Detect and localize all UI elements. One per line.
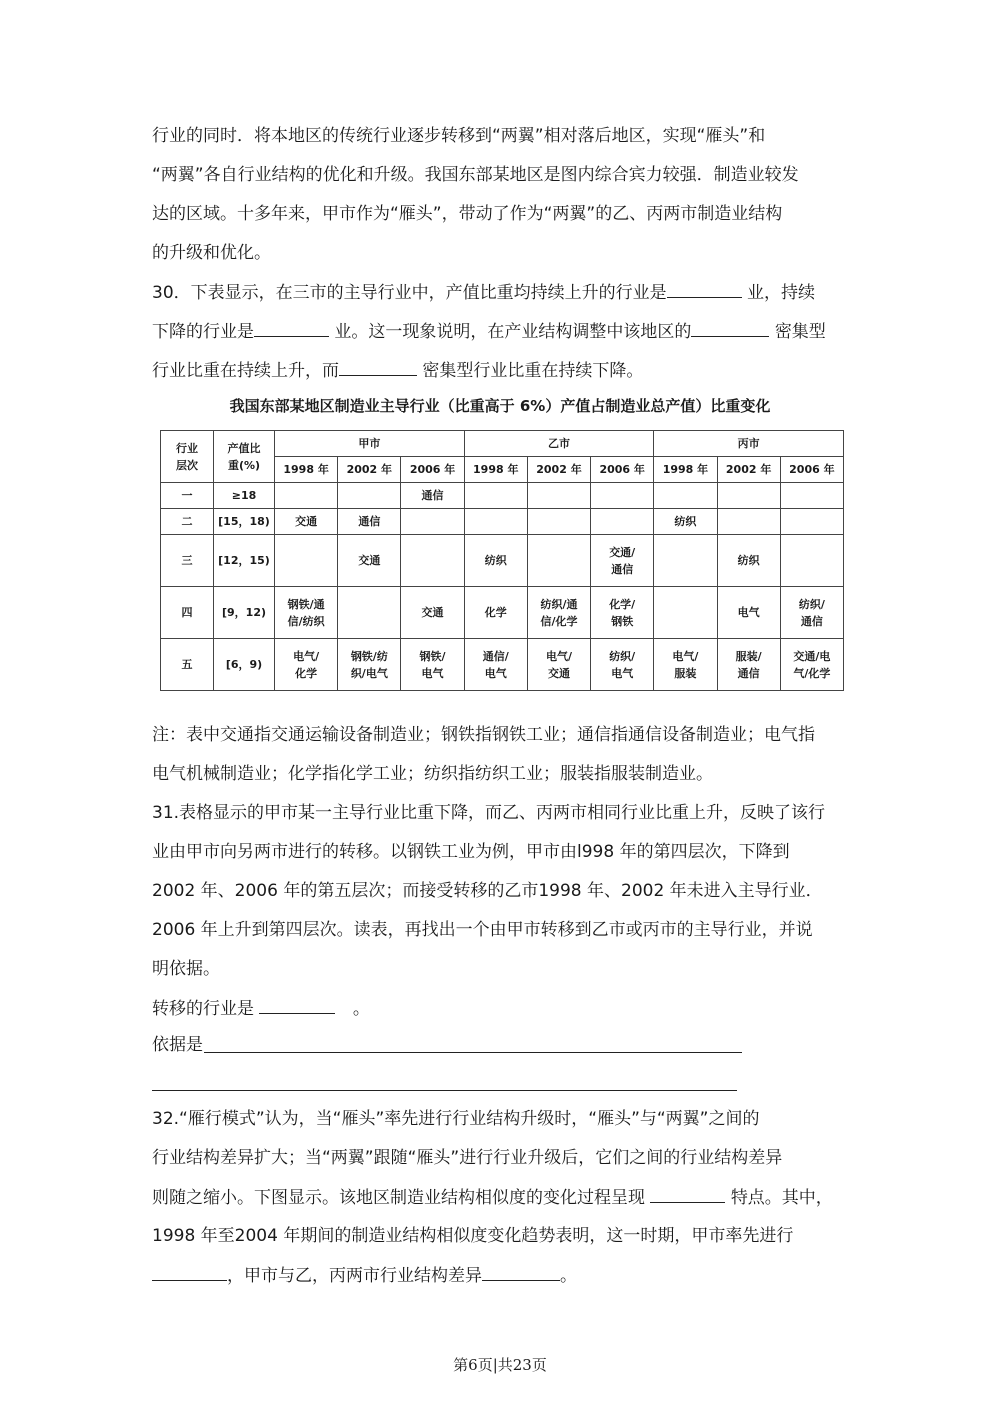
q31-basis-blank-2[interactable] xyxy=(152,1090,737,1091)
header-level-line-1: 行业 xyxy=(176,441,198,455)
table-cell xyxy=(654,587,717,639)
table-cell-line: 织/电气 xyxy=(350,666,388,680)
header-level xyxy=(161,431,214,483)
table-cell-line: 纺织/ xyxy=(609,649,636,663)
q31-answer-end: 。 xyxy=(352,999,370,1019)
q30-blank-4[interactable] xyxy=(339,359,417,376)
row-range: [9，12) xyxy=(214,587,275,639)
q30-text-2b: 业。这一现象说明，在产业结构调整中该地区的 xyxy=(334,322,692,342)
row-range: [6，9) xyxy=(214,639,275,691)
q30-blank-2[interactable] xyxy=(254,320,329,337)
q30-line-3 xyxy=(152,359,643,382)
header-ratio-line-2: 重(%) xyxy=(227,458,261,472)
q31-line-3: 2002 年、2006 年的第五层次；而接受转移的乙市1998 年、2002 年未进入主导行业． xyxy=(152,881,823,901)
q31-line-1: 31.表格显示的甲市某一主导行业比重下降，而乙、丙两市相同行业比重上升，反映了该行 xyxy=(152,803,826,823)
table-cell xyxy=(717,509,780,535)
year-header: 2006 年 xyxy=(591,457,654,483)
industry-table xyxy=(160,430,844,691)
table-cell xyxy=(654,483,717,509)
header-ratio xyxy=(214,431,275,483)
table-cell xyxy=(338,483,401,509)
q31-answer-industry-label: 转移的行业是 xyxy=(152,999,254,1019)
year-header: 2002 年 xyxy=(338,457,401,483)
q30-line-2 xyxy=(152,320,826,343)
year-header: 2002 年 xyxy=(717,457,780,483)
table-cell-line: 信/化学 xyxy=(540,614,578,628)
year-header: 1998 年 xyxy=(275,457,338,483)
q30-text-1a: 30．下表显示，在三市的主导行业中，产值比重均持续上升的行业是 xyxy=(152,283,667,303)
q32-blank-3[interactable] xyxy=(482,1264,560,1281)
header-city-jia: 甲市 xyxy=(275,431,465,457)
table-cell xyxy=(591,509,654,535)
table-cell xyxy=(275,509,338,535)
q30-line-1 xyxy=(152,281,815,304)
table-cell-line: 化学 xyxy=(484,606,507,619)
table-cell-line: 电气/ xyxy=(545,649,572,663)
table-cell xyxy=(401,535,464,587)
table-row xyxy=(161,639,844,691)
table-cell-line: 交通 xyxy=(547,666,570,680)
table-cell xyxy=(527,483,590,509)
table-cell-line: 电气/ xyxy=(293,649,320,663)
q30-text-3b: 密集型行业比重在持续下降。 xyxy=(422,361,644,381)
table-cell-line: 交通/电 xyxy=(793,649,831,663)
table-cell-line: 纺织/ xyxy=(798,597,825,611)
q32-text-3a: 则随之缩小。下图显示。该地区制造业结构相似度的变化过程呈现 xyxy=(152,1188,645,1208)
table-cell xyxy=(717,483,780,509)
q32-text-5b: 。 xyxy=(560,1266,577,1286)
table-cell xyxy=(464,483,527,509)
table-cell-line: 交通 xyxy=(295,515,318,528)
table-cell xyxy=(338,535,401,587)
table-cell-line: 气/化学 xyxy=(793,666,831,680)
table-cell xyxy=(527,535,590,587)
table-cell-line: 钢铁 xyxy=(611,614,634,628)
table-cell-line: 钢铁/纺 xyxy=(350,649,388,663)
table-cell-line: 纺织 xyxy=(674,515,697,528)
table-cell xyxy=(717,639,780,691)
table-cell xyxy=(717,587,780,639)
table-title: 我国东部某地区制造业主导行业（比重高于 6%）产值占制造业总产值）比重变化 xyxy=(229,397,771,415)
intro-line-1: 行业的同时．将本地区的传统行业逐步转移到“两翼”相对落后地区，实现“雁头”和 xyxy=(152,126,766,146)
header-level-line-2: 层次 xyxy=(176,458,198,472)
row-level: 四 xyxy=(161,587,214,639)
table-cell xyxy=(591,535,654,587)
q30-text-2a: 下降的行业是 xyxy=(152,322,254,342)
q32-text-3b: 特点。其中， xyxy=(730,1188,833,1208)
row-level: 五 xyxy=(161,639,214,691)
intro-line-2: “两翼”各自行业结构的优化和升级。我国东部某地区是图内综合宾力较强．制造业较发 xyxy=(152,165,799,185)
table-cell-line: 通信 xyxy=(800,614,823,628)
q30-text-1b: 业，持续 xyxy=(747,283,816,303)
table-cell-line: 电气/ xyxy=(672,649,699,663)
table-cell xyxy=(527,509,590,535)
table-cell xyxy=(527,587,590,639)
table-cell-line: 电气 xyxy=(611,666,634,680)
year-header: 1998 年 xyxy=(464,457,527,483)
row-level: 三 xyxy=(161,535,214,587)
intro-line-3: 达的区域。十多年来，甲市作为“雁头”，带动了作为“两翼”的乙、丙两市制造业结构 xyxy=(152,204,783,224)
table-cell-line: 交通/ xyxy=(609,545,636,559)
table-cell xyxy=(654,639,717,691)
intro-line-4: 的升级和优化。 xyxy=(152,243,271,263)
table-cell xyxy=(527,639,590,691)
q32-line-1: 32.“雁行模式”认为，当“雁头”率先进行行业结构升级时，“雁头”与“两翼”之间的 xyxy=(152,1109,760,1129)
table-cell xyxy=(275,535,338,587)
note-line-1: 注：表中交通指交通运输设备制造业；钢铁指钢铁工业；通信指通信设备制造业；电气指 xyxy=(152,725,815,745)
table-cell xyxy=(275,587,338,639)
q32-line-5 xyxy=(152,1264,577,1287)
table-cell-line: 交通 xyxy=(358,554,381,567)
row-level: 二 xyxy=(161,509,214,535)
row-range: [12，15) xyxy=(214,535,275,587)
table-cell-line: 通信 xyxy=(611,562,634,576)
q30-text-2c: 密集型 xyxy=(774,322,826,342)
table-row xyxy=(161,535,844,587)
q30-blank-3[interactable] xyxy=(691,320,769,337)
table-cell-line: 信/纺织 xyxy=(287,614,325,628)
table-cell xyxy=(591,483,654,509)
header-city-yi: 乙市 xyxy=(464,431,654,457)
table-cell xyxy=(780,509,843,535)
table-cell-line: 化学/ xyxy=(609,597,636,611)
table-cell xyxy=(654,509,717,535)
table-cell-line: 电气 xyxy=(421,666,444,680)
year-header: 2002 年 xyxy=(527,457,590,483)
table-cell xyxy=(654,535,717,587)
year-header: 2006 年 xyxy=(780,457,843,483)
table-cell xyxy=(338,509,401,535)
table-cell-line: 通信/ xyxy=(482,649,509,663)
q31-line-2: 业由甲市向另两市进行的转移。以钢铁工业为例，甲市由l998 年的第四层次，下降到 xyxy=(152,842,790,862)
q32-line-4: 1998 年至2004 年期间的制造业结构相似度变化趋势表明，这一时期，甲市率先进行 xyxy=(152,1226,794,1246)
q31-basis-blank-1[interactable] xyxy=(204,1052,742,1053)
table-cell xyxy=(780,587,843,639)
row-range: [15，18) xyxy=(214,509,275,535)
q31-line-4: 2006 年上升到第四层次。读表，再找出一个由甲市转移到乙市或丙市的主导行业，并说 xyxy=(152,920,813,940)
q32-line-3 xyxy=(152,1186,833,1209)
table-cell xyxy=(464,587,527,639)
q32-blank-2[interactable] xyxy=(152,1264,227,1281)
header-ratio-line-1: 产值比 xyxy=(227,441,261,455)
table-cell-line: 钢铁/通 xyxy=(287,597,325,611)
table-cell xyxy=(591,639,654,691)
q30-blank-1[interactable] xyxy=(667,281,742,298)
table-cell-line: 通信 xyxy=(737,666,760,680)
table-cell xyxy=(780,639,843,691)
table-cell-line: 纺织 xyxy=(737,554,760,567)
row-range: ≥18 xyxy=(214,483,275,509)
table-cell-line: 交通 xyxy=(421,606,444,619)
table-row xyxy=(161,483,844,509)
table-cell xyxy=(401,509,464,535)
table-body xyxy=(161,483,844,691)
table-row xyxy=(161,587,844,639)
year-header: 1998 年 xyxy=(654,457,717,483)
q31-line-5: 明依据。 xyxy=(152,959,220,979)
q30-text-3a: 行业比重在持续上升，而 xyxy=(152,361,339,381)
table-cell-line: 服装 xyxy=(674,666,697,680)
table-cell-line: 纺织 xyxy=(484,554,507,567)
table-cell xyxy=(591,587,654,639)
table-cell xyxy=(401,587,464,639)
q31-answer-industry xyxy=(152,997,370,1020)
header-city-bing: 丙市 xyxy=(654,431,844,457)
table-cell-line: 钢铁/ xyxy=(419,649,446,663)
table-cell xyxy=(401,639,464,691)
table-cell-line: 通信 xyxy=(421,489,444,502)
table-cell-line: 纺织/通 xyxy=(540,597,578,611)
table-cell xyxy=(338,587,401,639)
table-cell xyxy=(401,483,464,509)
row-level: 一 xyxy=(161,483,214,509)
table-cell xyxy=(464,535,527,587)
table-cell-line: 通信 xyxy=(358,515,381,528)
table-cell-line: 化学 xyxy=(295,666,318,680)
q31-answer-basis-label: 依据是 xyxy=(152,1035,203,1055)
note-line-2: 电气机械制造业；化学指化学工业；纺织指纺织工业；服装指服装制造业。 xyxy=(152,764,713,784)
q32-text-5a: ，甲市与乙，丙两市行业结构差异 xyxy=(227,1266,482,1286)
table-cell xyxy=(464,509,527,535)
year-header: 2006 年 xyxy=(401,457,464,483)
table-cell-line: 电气 xyxy=(484,666,507,680)
q31-answer-basis xyxy=(152,1034,203,1056)
q31-industry-blank[interactable] xyxy=(259,997,335,1014)
q32-line-2: 行业结构差异扩大；当“两翼”跟随“雁头”进行行业升级后，它们之间的行业结构差异 xyxy=(152,1148,783,1168)
table-cell-line: 服装/ xyxy=(735,649,762,663)
q32-blank-1[interactable] xyxy=(650,1186,725,1203)
table-cell xyxy=(275,639,338,691)
table-cell xyxy=(717,535,780,587)
table-cell-line: 电气 xyxy=(737,606,760,619)
table-cell xyxy=(275,483,338,509)
table-cell xyxy=(780,483,843,509)
table-cell xyxy=(338,639,401,691)
table-cell xyxy=(780,535,843,587)
table-cell xyxy=(464,639,527,691)
page-footer: 第6页|共23页 xyxy=(453,1356,547,1374)
table-row xyxy=(161,509,844,535)
